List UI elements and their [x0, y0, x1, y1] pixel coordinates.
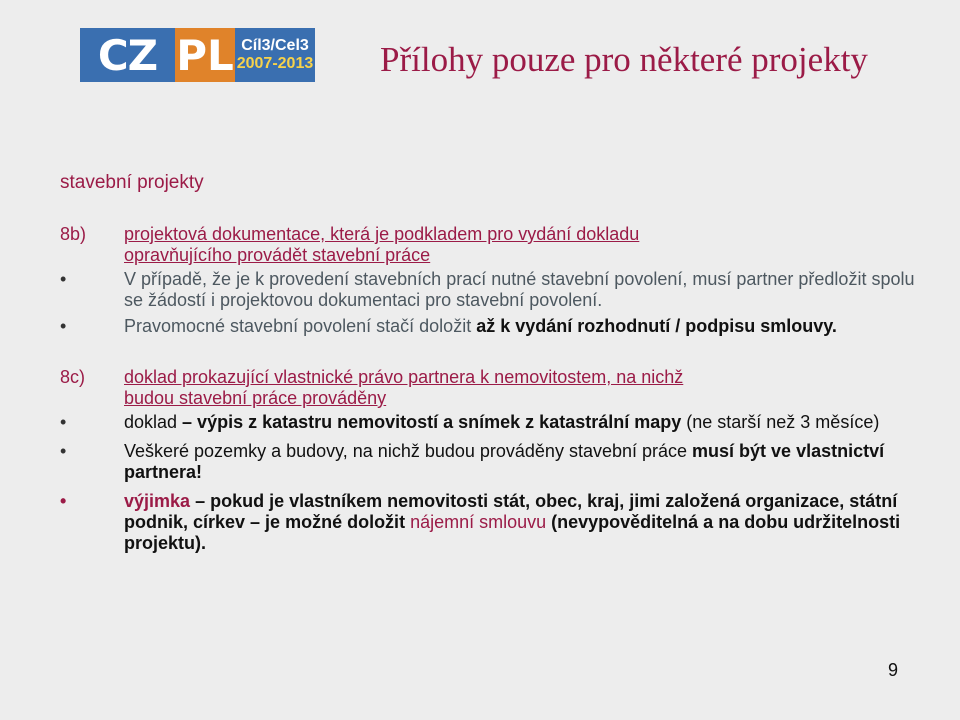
logo-line2: 2007-2013	[236, 55, 314, 72]
logo-pl: PL	[175, 28, 235, 82]
logo-cil	[235, 28, 315, 82]
logo-cz: CZ	[80, 28, 175, 82]
item-number: 8b)	[60, 224, 87, 244]
bullet-item: • Veškeré pozemky a budovy, na nichž budou prováděny stavební práce musí být ve vlastnictví partnera!	[60, 441, 920, 483]
bullet-item: • V případě, že je k provedení stavebních prací nutné stavební povolení, musí partner předložit spolu se žádostí i projektovou dokumentaci pro stavební povolení.	[60, 269, 920, 311]
item-number: 8c)	[60, 367, 86, 387]
item-text: projektová dokumentace, která je podkladem pro vydání dokladu opravňujícího provádět stavební práce	[124, 224, 640, 265]
logo-line1: Cíl3/Cel3	[241, 37, 309, 54]
page-number: 9	[888, 660, 899, 680]
program-logo	[80, 28, 315, 82]
section-heading: stavební projekty	[60, 172, 204, 193]
bullet-item: • Pravomocné stavební povolení stačí doložit až k vydání rozhodnutí / podpisu smlouvy.	[60, 316, 920, 337]
slide-content	[60, 172, 920, 554]
item-8b-heading	[60, 224, 920, 266]
bullet-item: • výjimka – pokud je vlastníkem nemovitosti stát, obec, kraj, jimi založená organizace, státní podnik, církev – je možné doložit nájemní smlouvu (nevypověditelná a na dobu udržitelnosti projektu).	[60, 491, 920, 554]
bullet-item: • doklad – výpis z katastru nemovitostí a snímek z katastrální mapy (ne starší než 3 měsíce)	[60, 412, 920, 433]
slide-title: Přílohy pouze pro některé projekty	[380, 40, 868, 79]
item-8c-heading	[60, 367, 920, 409]
item-text: doklad prokazující vlastnické právo partnera k nemovitostem, na nichž budou stavební práce prováděny	[124, 367, 684, 408]
